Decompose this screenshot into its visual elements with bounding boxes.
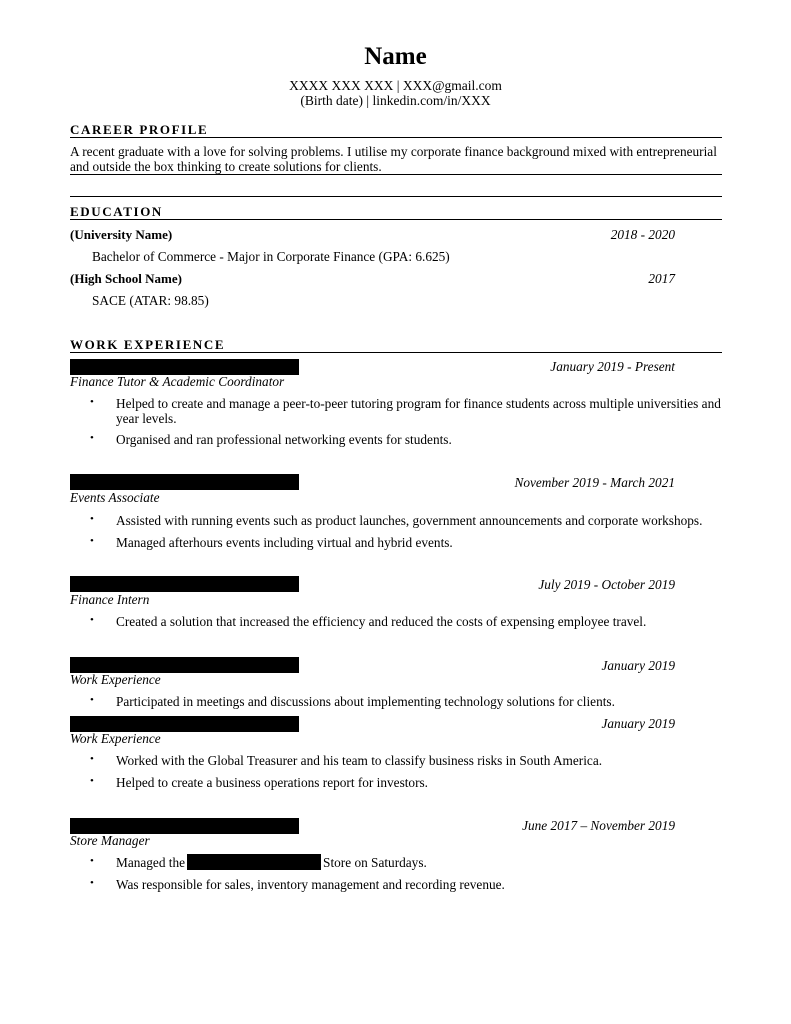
divider (70, 219, 722, 220)
redacted-employer (70, 716, 299, 732)
bullet-icon: • (90, 694, 94, 706)
divider (70, 196, 722, 197)
bullet-icon: • (90, 513, 94, 525)
career-profile-text: A recent graduate with a love for solving problems. I utilise my corporate finance background mixed with entrepreneurial and outside the box thinking to create solutions for clients. (70, 144, 717, 174)
career-profile-heading: CAREER PROFILE (70, 122, 209, 137)
contact-birthdate-linkedin: (Birth date) | linkedin.com/in/XXX (300, 93, 491, 108)
high-school-result: SACE (ATAR: 98.85) (92, 293, 209, 308)
candidate-name: Name (364, 43, 427, 70)
bullet-icon: • (90, 396, 94, 408)
job-dates: June 2017 – November 2019 (522, 818, 675, 833)
job-bullet: Helped to create and manage a peer-to-peer tutoring program for finance students across multiple universities and year levels. (116, 396, 721, 426)
bullet-icon: • (90, 753, 94, 765)
redacted-store-name (187, 854, 321, 870)
job-bullet-text-after: Store on Saturdays. (323, 855, 427, 870)
job-title: Events Associate (70, 490, 160, 505)
job-bullet (116, 854, 726, 871)
job-bullet-text-before: Managed the (116, 855, 186, 870)
university-degree: Bachelor of Commerce - Major in Corporate Finance (GPA: 6.625) (92, 249, 450, 264)
job-bullet: Organised and ran professional networking events for students. (116, 432, 452, 447)
university-dates: 2018 - 2020 (610, 227, 675, 242)
divider (70, 137, 722, 138)
job-dates: July 2019 - October 2019 (538, 577, 675, 592)
job-bullet: Worked with the Global Treasurer and his team to classify business risks in South America. (116, 753, 603, 768)
redacted-employer (70, 657, 299, 673)
job-title: Store Manager (70, 833, 150, 848)
job-dates: November 2019 - March 2021 (514, 475, 675, 490)
high-school-dates: 2017 (648, 271, 675, 286)
job-bullet: Participated in meetings and discussions about implementing technology solutions for clients. (116, 694, 615, 709)
bullet-icon: • (90, 535, 94, 547)
work-experience-heading: WORK EXPERIENCE (70, 337, 226, 352)
job-bullet: Created a solution that increased the efficiency and reduced the costs of expensing employee travel. (116, 614, 647, 629)
job-title: Finance Tutor & Academic Coordinator (70, 374, 285, 389)
job-dates: January 2019 - Present (550, 359, 675, 374)
bullet-icon: • (90, 877, 94, 889)
job-bullet: Assisted with running events such as product launches, government announcements and corporate workshops. (116, 513, 703, 528)
high-school-name: (High School Name) (70, 271, 182, 286)
job-title: Work Experience (70, 731, 161, 746)
job-title: Work Experience (70, 672, 161, 687)
redacted-employer (70, 474, 299, 490)
bullet-icon: • (90, 614, 94, 626)
job-dates: January 2019 (601, 658, 675, 673)
university-name: (University Name) (70, 227, 173, 242)
divider (70, 174, 722, 175)
job-bullet: Helped to create a business operations report for investors. (116, 775, 429, 790)
job-title: Finance Intern (70, 592, 150, 607)
job-bullet: Was responsible for sales, inventory management and recording revenue. (116, 877, 505, 892)
job-dates: January 2019 (601, 716, 675, 731)
job-bullet: Managed afterhours events including virtual and hybrid events. (116, 535, 453, 550)
redacted-employer (70, 818, 299, 834)
contact-phone-email: XXXX XXX XXX | XXX@gmail.com (289, 78, 502, 93)
redacted-employer (70, 359, 299, 375)
redacted-employer (70, 576, 299, 592)
education-heading: EDUCATION (70, 204, 163, 219)
divider (70, 352, 722, 353)
bullet-icon: • (90, 855, 94, 867)
bullet-icon: • (90, 432, 94, 444)
bullet-icon: • (90, 775, 94, 787)
